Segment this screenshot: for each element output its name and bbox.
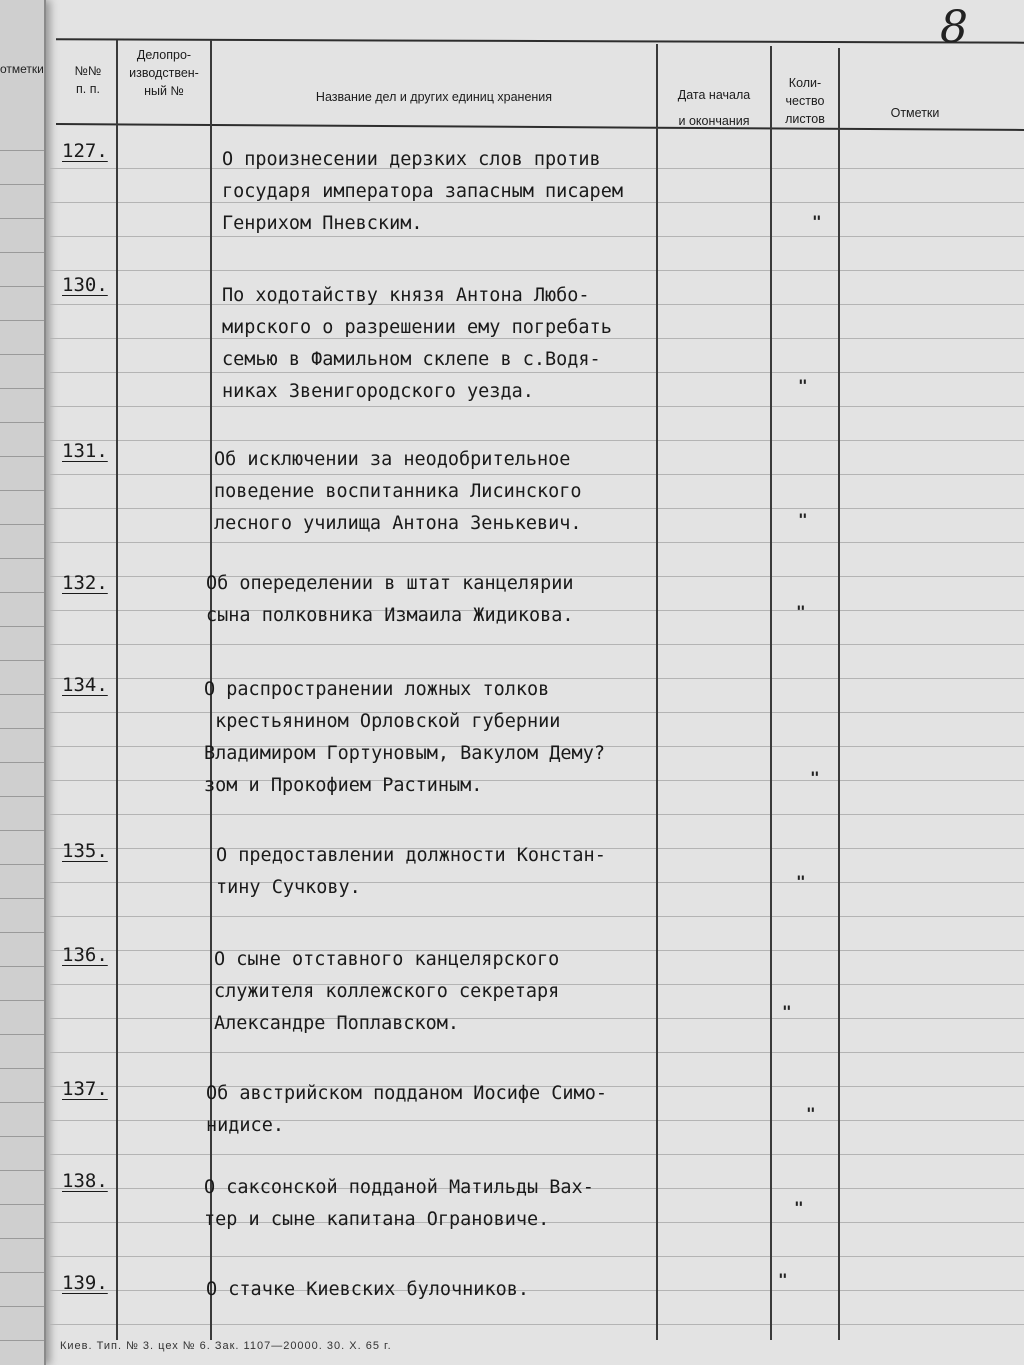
- ruled-line: [50, 542, 1024, 543]
- header-sheets: Коли- чество листов: [785, 76, 825, 126]
- strip-line: [0, 150, 44, 151]
- entry-title: Об опеределении в штат канцелярии сына полковника Измаила Жидикова.: [206, 573, 574, 626]
- entry-title: Об исключении за неодобрительное поведение воспитанника Лисинского лесного училища Антона Зенькевич.: [214, 449, 582, 534]
- entry-title: О произнесении дерзких слов против государя императора запасным писарем Генрихом Пневским.: [222, 149, 623, 234]
- strip-line: [0, 286, 44, 287]
- strip-line: [0, 1136, 44, 1137]
- entry-title: Об австрийском подданом Иосифе Симо- нидисе.: [206, 1083, 607, 1136]
- ruled-line: [50, 1256, 1024, 1257]
- strip-line: [0, 388, 44, 389]
- col-divider-sheets: [838, 48, 840, 1340]
- ruled-line: [50, 1052, 1024, 1053]
- ruled-line: [50, 1154, 1024, 1155]
- strip-line: [0, 252, 44, 253]
- strip-line: [0, 1204, 44, 1205]
- strip-line: [0, 184, 44, 185]
- entry-number: 135.: [62, 840, 108, 862]
- entry-sheets: ": [798, 376, 808, 395]
- entry-sheets: ": [796, 872, 806, 891]
- page-number: 8: [940, 2, 968, 53]
- strip-line: [0, 456, 44, 457]
- entry-sheets: ": [812, 212, 822, 231]
- entry-sheets: ": [778, 1270, 788, 1289]
- header-dates: Дата начала и окончания: [677, 88, 751, 128]
- entry-number: 139.: [62, 1272, 108, 1294]
- entry-number: 130.: [62, 274, 108, 296]
- entry-number: 138.: [62, 1170, 108, 1192]
- entry-title: По ходотайству князя Антона Любо- мирского о разрешении ему погребать семью в Фамильном склепе в с.Водя- никах Звенигородского уезда.: [222, 285, 612, 402]
- print-footer: Киев. Тип. № 3. цех № 6. Зак. 1107—20000. 30. X. 65 г.: [60, 1340, 392, 1352]
- col-divider-dates: [770, 46, 772, 1340]
- entry-sheets: ": [796, 602, 806, 621]
- entry-sheets: ": [782, 1002, 792, 1021]
- strip-line: [0, 1068, 44, 1069]
- strip-line: [0, 796, 44, 797]
- entry-number: 127.: [62, 140, 108, 162]
- strip-line: [0, 694, 44, 695]
- strip-line: [0, 490, 44, 491]
- entry-title: О распространении ложных толков крестьянином Орловской губернии Владимиром Гортуновым, Вакулом Дему? зом и Прокофием Растиным.: [204, 679, 605, 796]
- strip-line: [0, 660, 44, 661]
- entry-title: О стачке Киевских булочников.: [206, 1279, 530, 1300]
- entry-number: 132.: [62, 572, 108, 594]
- table-top-border: [56, 38, 1024, 43]
- strip-line: [0, 966, 44, 967]
- strip-line: [0, 1238, 44, 1239]
- header-notes: Отметки: [890, 106, 940, 120]
- entry-number: 134.: [62, 674, 108, 696]
- entry-sheets: ": [794, 1198, 804, 1217]
- strip-line: [0, 1102, 44, 1103]
- header-num: №№ п. п.: [74, 64, 102, 96]
- strip-line: [0, 1340, 44, 1341]
- strip-line: [0, 1170, 44, 1171]
- strip-line: [0, 524, 44, 525]
- strip-line: [0, 898, 44, 899]
- strip-line: [0, 1306, 44, 1307]
- ruled-line: [50, 916, 1024, 917]
- ruled-line: [50, 440, 1024, 441]
- entry-sheets: ": [810, 768, 820, 787]
- entry-number: 137.: [62, 1078, 108, 1100]
- ruled-line: [50, 270, 1024, 271]
- entry-number: 136.: [62, 944, 108, 966]
- strip-line: [0, 626, 44, 627]
- ruled-line: [50, 1324, 1024, 1325]
- strip-line: [0, 592, 44, 593]
- ruled-line: [50, 814, 1024, 815]
- strip-line: [0, 218, 44, 219]
- ruled-line: [50, 644, 1024, 645]
- entry-sheets: ": [806, 1104, 816, 1123]
- previous-page-edge: [0, 0, 46, 1365]
- strip-line: [0, 354, 44, 355]
- entry-title: О предоставлении должности Констан- тину Сучкову.: [216, 845, 606, 898]
- strip-line: [0, 762, 44, 763]
- strip-line: [0, 558, 44, 559]
- strip-line: [0, 1272, 44, 1273]
- strip-line: [0, 932, 44, 933]
- header-title: Название дел и других единиц хранения: [315, 90, 553, 104]
- strip-line: [0, 320, 44, 321]
- header-office-number: Делопро- изводствен- ный №: [129, 48, 199, 98]
- entry-number: 131.: [62, 440, 108, 462]
- header-bottom-border: [56, 123, 1024, 131]
- entry-title: О саксонской подданой Матильды Вах- тер и сыне капитана Ограновиче.: [204, 1177, 594, 1230]
- strip-line: [0, 1000, 44, 1001]
- entry-title: О сыне отставного канцелярского служителя коллежского секретаря Александре Поплавском.: [214, 949, 560, 1034]
- strip-line: [0, 864, 44, 865]
- left-margin-header: отметки: [0, 62, 44, 76]
- strip-line: [0, 830, 44, 831]
- entry-sheets: ": [798, 510, 808, 529]
- strip-line: [0, 422, 44, 423]
- strip-line: [0, 1034, 44, 1035]
- col-divider-num: [116, 40, 118, 1340]
- strip-line: [0, 728, 44, 729]
